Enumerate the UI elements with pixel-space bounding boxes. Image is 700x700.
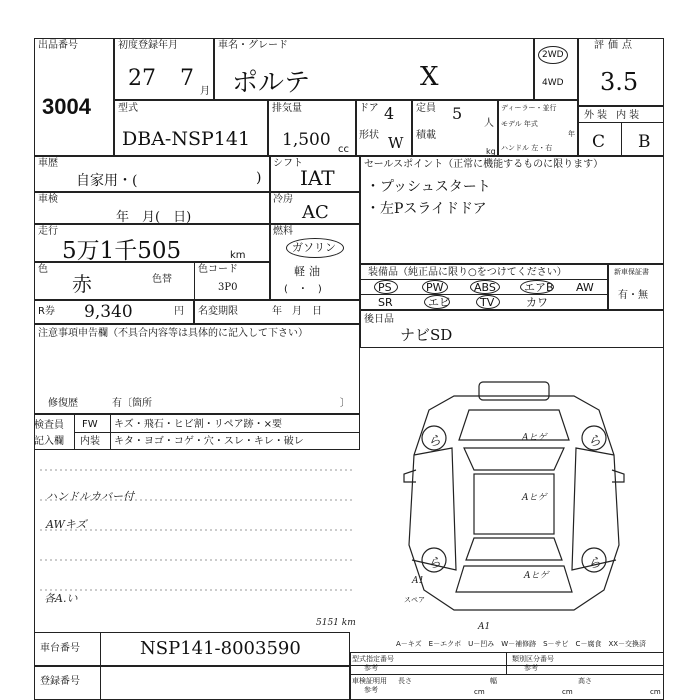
cert-vline	[506, 652, 507, 674]
history-value: 自家用・(	[76, 173, 138, 189]
length-label: 長さ	[398, 677, 412, 685]
color-code-label: 色コード	[198, 264, 238, 275]
shift-value: IAT	[300, 166, 335, 190]
equip-airbag-circle	[520, 280, 554, 294]
fw-items: キズ・飛石・ヒビ割・リペア跡・×要	[114, 419, 282, 430]
wheel-fr: ら	[588, 434, 602, 449]
name-change-label: 名変期限	[198, 306, 238, 317]
dealer-label: ディーラー・並行	[501, 104, 557, 112]
sales-item-1: ・プッシュスタート	[366, 179, 491, 195]
grade: X	[420, 62, 439, 92]
sales-item-2: ・左Pスライドドア	[366, 201, 487, 217]
model-year-label: モデル 年式	[501, 120, 538, 128]
year-unit: 年	[568, 130, 575, 138]
width-label: 幅	[490, 677, 497, 685]
type-cert-sub: 参考	[364, 664, 378, 672]
wheel-rl: ら	[428, 556, 442, 571]
mark-hood: Aヒゲ	[522, 433, 547, 443]
notes-label: 注意事項申告欄（不具合内容等は具体的に記入して下さい）	[38, 328, 308, 339]
inspector-label-1: 検査員	[34, 420, 64, 431]
fuel-paren: ( ・ )	[284, 284, 322, 295]
wheel-fl: ら	[428, 434, 442, 449]
recycle-label: R券	[38, 306, 55, 317]
car-name: ポルテ	[232, 68, 311, 98]
chassis-value: NSP141-8003590	[140, 638, 301, 659]
kg-unit: kg	[486, 147, 496, 156]
drive-4wd: 4WD	[542, 78, 564, 88]
mark-roof: Aヒゲ	[522, 493, 547, 503]
reg-month-value: 7	[180, 66, 194, 91]
width-cm: cm	[562, 688, 573, 696]
color-label: 色	[38, 264, 48, 275]
car-diagram	[364, 370, 664, 620]
class-sub: 参考	[524, 664, 538, 672]
type-cert-label: 型式指定番号	[352, 655, 394, 663]
equip-abs-circle	[470, 280, 500, 294]
equip-airbag: エアB	[524, 281, 554, 294]
color-code-value: 3P0	[218, 282, 238, 293]
model-value: DBA-NSP141	[122, 128, 251, 150]
doors-value: 4	[384, 104, 395, 123]
yen-unit: 円	[174, 306, 184, 317]
equip-tv-circle	[476, 295, 500, 309]
ac-label: 冷房	[273, 194, 293, 205]
grades-divider	[621, 122, 622, 156]
color-value: 赤	[72, 272, 92, 296]
repair-close: 〕	[340, 398, 350, 409]
color-change-label: 色替	[152, 274, 172, 285]
reg-cert-label: 車検証明用	[352, 677, 387, 685]
shape-label: 形状	[359, 130, 379, 141]
ac-value: AC	[302, 202, 329, 223]
name-label: 車名・グレード	[218, 40, 288, 51]
month-unit: 月	[200, 86, 210, 97]
interior-label: 内装	[80, 436, 100, 447]
reg-cert-sub: 参考	[364, 686, 378, 694]
equip-aw: AW	[576, 281, 594, 294]
repair-label: 修復歴	[48, 398, 78, 409]
inspector-divider-h	[74, 432, 360, 433]
inspector-label-2: 記入欄	[34, 436, 64, 447]
inspection-label: 車検	[38, 194, 58, 205]
capacity-value: 5	[452, 104, 463, 123]
damage-legend: A－キズ E－エクボ U－凹み W－補修跡 S－サビ C－腐食 XX－交換済	[396, 640, 647, 648]
extra-note: 5151 km	[316, 618, 356, 628]
equip-navi: エビ	[428, 296, 450, 309]
shape-value: W	[388, 134, 404, 152]
equip-navi-circle	[424, 295, 450, 309]
plate-box	[34, 666, 350, 700]
spare-label: スペア	[404, 596, 425, 604]
chassis-label: 車台番号	[40, 643, 80, 654]
warranty-value: 有・無	[618, 290, 648, 301]
reg-year-label: 初度登録年月	[118, 40, 178, 51]
color-divider	[194, 262, 195, 300]
grades-hline	[578, 122, 664, 123]
cert-hline	[350, 674, 664, 675]
hand-note-1: ハンドルカバー付	[46, 490, 134, 503]
aftermarket-label: 後日品	[364, 314, 394, 325]
sales-label: セールスポイント（正常に機能するものに限ります）	[364, 159, 604, 170]
displacement-value: 1,500	[282, 130, 331, 150]
history-label: 車歴	[38, 158, 58, 169]
fuel-diesel: 軽油	[294, 265, 324, 278]
aftermarket-value: ナビSD	[400, 326, 453, 344]
km-unit: km	[230, 250, 246, 261]
shift-label: シフト	[273, 158, 303, 169]
type-cert-box	[350, 652, 664, 700]
drive-2wd: 2WD	[542, 50, 564, 60]
lot-number: 3004	[42, 94, 91, 119]
equip-ps-circle	[374, 280, 398, 294]
plate-label: 登録番号	[40, 676, 80, 687]
equip-pw-circle	[422, 280, 448, 294]
cc-unit: cc	[338, 144, 349, 155]
displacement-label: 排気量	[272, 103, 302, 114]
equip-pw: PW	[426, 281, 444, 294]
notes-lines	[34, 450, 364, 630]
rating-value: 3.5	[600, 68, 639, 96]
handle-label: ハンドル 左・右	[501, 144, 553, 152]
equipment-label: 装備品（純正品に限り○をつけてください）	[368, 267, 567, 278]
fw-label: FW	[82, 419, 98, 430]
height-cm: cm	[650, 688, 661, 696]
doors-label: ドア	[359, 103, 379, 114]
mileage-value: 5万1千505	[62, 238, 182, 264]
height-label: 高さ	[578, 677, 592, 685]
mark-a1-left: A1	[412, 576, 425, 586]
equip-abs: ABS	[474, 281, 496, 294]
equip-ps: PS	[378, 281, 392, 294]
interior-grade: B	[638, 132, 651, 152]
fuel-gas: ガソリン	[292, 241, 336, 254]
name-change-value: 年 月 日	[272, 306, 322, 317]
recycle-value: 9,340	[84, 302, 133, 322]
mileage-label: 走行	[38, 226, 58, 237]
equip-sr: SR	[378, 296, 393, 309]
rating-label: 評価点	[594, 40, 636, 51]
ext-int-label: 外装 内装	[584, 110, 643, 121]
history-box	[34, 156, 270, 192]
interior-items: キタ・ヨゴ・コゲ・穴・スレ・キレ・破レ	[114, 436, 304, 447]
hand-note-2: AWキズ	[46, 518, 87, 531]
model-label: 型式	[118, 103, 138, 114]
repair-value: 有〔箇所	[112, 398, 152, 409]
equip-leather: カワ	[526, 296, 548, 309]
lot-label: 出品番号	[38, 40, 78, 51]
person-unit: 人	[484, 118, 494, 129]
history-close: )	[256, 170, 262, 186]
hand-note-3: 各A.い	[44, 592, 78, 605]
warranty-label: 新車保証書	[614, 268, 649, 276]
mark-rear: Aヒゲ	[524, 571, 549, 581]
length-cm: cm	[474, 688, 485, 696]
class-label: 類別区分番号	[512, 655, 554, 663]
fuel-label: 燃料	[273, 226, 293, 237]
wheel-rr: ら	[588, 556, 602, 571]
capacity-label: 定員	[416, 103, 436, 114]
inspection-value: 年 月( 日)	[116, 210, 192, 225]
equip-tv: TV	[480, 296, 495, 309]
mark-a1-bottom: A1	[478, 622, 491, 632]
reg-year-value: 27	[128, 66, 156, 91]
load-label: 積載	[416, 130, 436, 141]
exterior-grade: C	[592, 132, 606, 152]
